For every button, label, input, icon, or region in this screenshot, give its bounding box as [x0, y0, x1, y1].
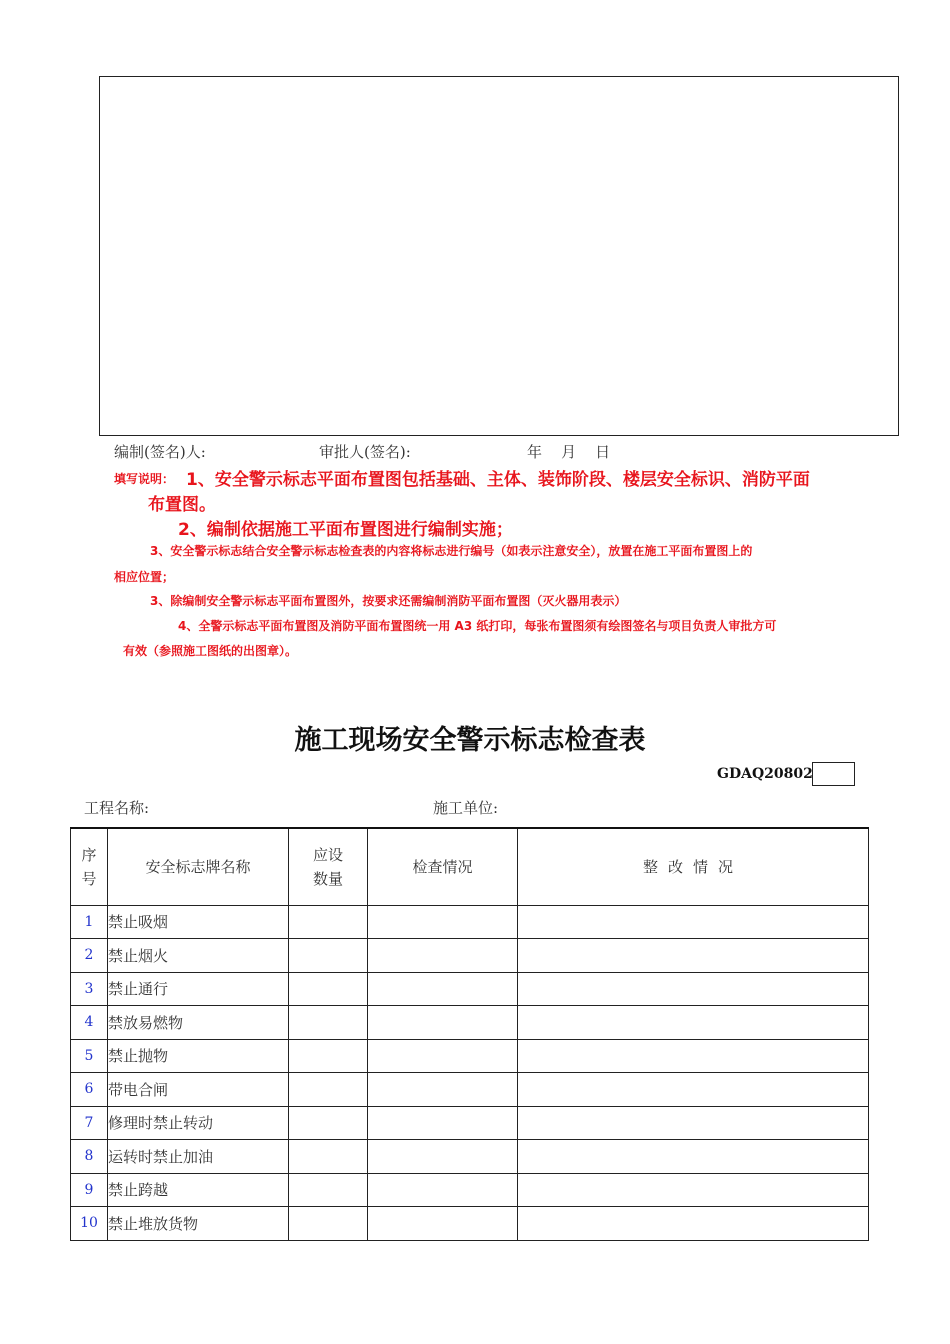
- form-code-box[interactable]: [812, 762, 855, 786]
- row-sign-name: 禁止吸烟: [108, 905, 289, 939]
- signature-line: [114, 441, 814, 461]
- row-inspection-cell[interactable]: [368, 1140, 518, 1174]
- instructions-prefix: 填写说明：: [114, 472, 175, 486]
- row-quantity-cell[interactable]: [289, 1106, 368, 1140]
- row-rectification-cell[interactable]: [518, 1207, 869, 1241]
- row-rectification-cell[interactable]: [518, 905, 869, 939]
- row-quantity-cell[interactable]: [289, 972, 368, 1006]
- row-inspection-cell[interactable]: [368, 1207, 518, 1241]
- row-number: 9: [71, 1173, 108, 1207]
- table-header-row: [71, 828, 869, 905]
- row-number: 5: [71, 1039, 108, 1073]
- row-quantity-cell[interactable]: [289, 1039, 368, 1073]
- instruction-item-5-cont: 有效（参照施工图纸的出图章）。: [123, 644, 298, 658]
- row-inspection-cell[interactable]: [368, 1173, 518, 1207]
- header-quantity-line2: 数量: [312, 869, 343, 888]
- row-inspection-cell[interactable]: [368, 1106, 518, 1140]
- table-row: [71, 972, 869, 1006]
- row-inspection-cell[interactable]: [368, 1006, 518, 1040]
- table-row: [71, 905, 869, 939]
- form-code: GDAQ20802: [717, 766, 813, 782]
- table-row: [71, 1073, 869, 1107]
- row-rectification-cell[interactable]: [518, 972, 869, 1006]
- row-sign-name: 带电合闸: [108, 1073, 289, 1107]
- row-rectification-cell[interactable]: [518, 939, 869, 973]
- row-sign-name: 禁止通行: [108, 972, 289, 1006]
- row-number: 3: [71, 972, 108, 1006]
- row-rectification-cell[interactable]: [518, 1173, 869, 1207]
- instruction-item-5: 4、全警示标志平面布置图及消防平面布置图统一用 A3 纸打印，每张布置图须有绘图签名与项目负责人审批方可: [178, 619, 777, 633]
- row-inspection-cell[interactable]: [368, 1039, 518, 1073]
- row-number: 6: [71, 1073, 108, 1107]
- row-quantity-cell[interactable]: [289, 1006, 368, 1040]
- row-number: 8: [71, 1140, 108, 1174]
- row-quantity-cell[interactable]: [289, 1073, 368, 1107]
- row-sign-name: 禁止堆放货物: [108, 1207, 289, 1241]
- instruction-item-2: 2、编制依据施工平面布置图进行编制实施；: [178, 520, 513, 540]
- table-row: [71, 1106, 869, 1140]
- row-rectification-cell[interactable]: [518, 1039, 869, 1073]
- row-rectification-cell[interactable]: [518, 1106, 869, 1140]
- inspection-table: [70, 827, 869, 1241]
- date-label: 年 月 日: [527, 443, 611, 461]
- row-sign-name: 禁止跨越: [108, 1173, 289, 1207]
- form-title: 施工现场安全警示标志检查表: [294, 725, 646, 756]
- table-row: [71, 1039, 869, 1073]
- row-sign-name: 禁止烟火: [108, 939, 289, 973]
- row-inspection-cell[interactable]: [368, 1073, 518, 1107]
- row-inspection-cell[interactable]: [368, 905, 518, 939]
- row-quantity-cell[interactable]: [289, 1207, 368, 1241]
- header-inspection: 检查情况: [368, 828, 518, 905]
- row-sign-name: 运转时禁止加油: [108, 1140, 289, 1174]
- editor-signature-label: 编制(签名)人:: [114, 443, 206, 461]
- row-rectification-cell[interactable]: [518, 1140, 869, 1174]
- table-row: [71, 1006, 869, 1040]
- row-sign-name: 修理时禁止转动: [108, 1106, 289, 1140]
- header-quantity: [289, 828, 368, 905]
- row-rectification-cell[interactable]: [518, 1073, 869, 1107]
- header-quantity-line1: 应设: [312, 845, 343, 864]
- header-seq: [71, 828, 108, 905]
- header-sign-name: 安全标志牌名称: [108, 828, 289, 905]
- instruction-item-4: 3、除编制安全警示标志平面布置图外，按要求还需编制消防平面布置图（灭火器用表示）: [150, 594, 627, 608]
- row-rectification-cell[interactable]: [518, 1006, 869, 1040]
- approver-signature-label: 审批人(签名):: [319, 443, 411, 461]
- row-quantity-cell[interactable]: [289, 1140, 368, 1174]
- row-quantity-cell[interactable]: [289, 939, 368, 973]
- header-seq-line1: 序: [81, 845, 97, 864]
- table-row: [71, 1140, 869, 1174]
- instruction-item-3: 3、安全警示标志结合安全警示标志检查表的内容将标志进行编号（如表示注意安全），放置在施工平面布置图上的: [150, 544, 753, 558]
- header-rectification: 整改情况: [518, 828, 869, 905]
- project-name-label: 工程名称:: [84, 799, 150, 817]
- table-row: [71, 1207, 869, 1241]
- instruction-item-1: 1、安全警示标志平面布置图包括基础、主体、装饰阶段、楼层安全标识、消防平面: [186, 470, 810, 490]
- row-sign-name: 禁止抛物: [108, 1039, 289, 1073]
- layout-drawing-area: [99, 76, 899, 436]
- row-quantity-cell[interactable]: [289, 905, 368, 939]
- row-number: 7: [71, 1106, 108, 1140]
- instruction-item-3-cont: 相应位置；: [114, 570, 175, 584]
- table-row: [71, 1173, 869, 1207]
- row-number: 4: [71, 1006, 108, 1040]
- row-quantity-cell[interactable]: [289, 1173, 368, 1207]
- row-inspection-cell[interactable]: [368, 939, 518, 973]
- row-number: 1: [71, 905, 108, 939]
- instruction-item-1-cont: 布置图。: [148, 495, 216, 515]
- row-number: 10: [71, 1207, 108, 1241]
- header-seq-line2: 号: [81, 869, 97, 888]
- row-sign-name: 禁放易燃物: [108, 1006, 289, 1040]
- row-inspection-cell[interactable]: [368, 972, 518, 1006]
- construction-unit-label: 施工单位:: [433, 799, 499, 817]
- table-row: [71, 939, 869, 973]
- row-number: 2: [71, 939, 108, 973]
